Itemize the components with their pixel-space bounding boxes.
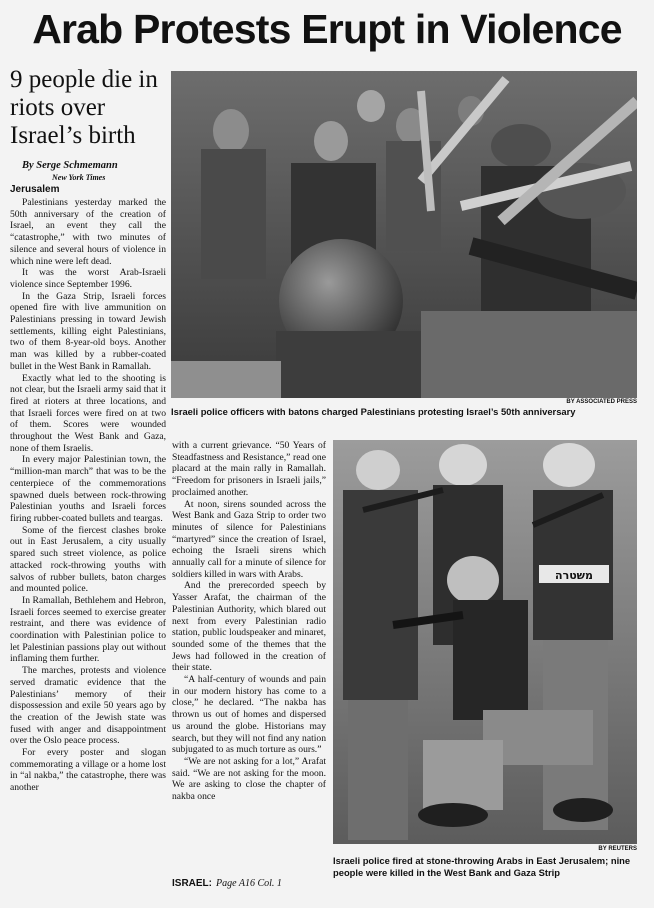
photo-caption: Israeli police officers with batons charged Palestinians protesting Israel’s 50th anniversary xyxy=(171,406,576,417)
photo-credit: BY ASSOCIATED PRESS xyxy=(566,399,637,405)
paragraph: with a current grievance. “50 Years of Steadfastness and Resistance,” read one placard at the main rally in Ramallah. “Freedom for prisoners in Israeli jails,” proclaimed another. xyxy=(172,440,326,498)
police-photo xyxy=(333,440,637,844)
subhead: 9 people die in riots over Israel’s birth xyxy=(10,66,158,149)
paragraph: “A half-century of wounds and pain in our modern history has come to a close,” he declared. “The nakba has thrown us out of homes and dispersed us around the globe. Historians may search, but they will not find any nation subjugated to as much torture as ours.” xyxy=(172,674,326,756)
continuation-page: Page A16 Col. 1 xyxy=(216,878,282,889)
byline: By Serge Schmemann xyxy=(22,160,118,171)
paragraph: Exactly what led to the shooting is not clear, but the Israeli army said that it fired at rioters at three locations, and that Israeli forces were fired on at two of them. Scores were wounded throughout the West Bank and Gaza, none of them Israelis. xyxy=(10,372,166,454)
byline-organization: New York Times xyxy=(52,173,106,182)
paragraph: It was the worst Arab-Israeli violence since September 1996. xyxy=(10,267,166,290)
article-column-2 xyxy=(172,440,326,880)
paragraph: “We are not asking for a lot,” Arafat said. “We are not asking for the moon. We are asking to close the chapter of nakba once xyxy=(172,755,326,803)
vest-lettering: משטרה xyxy=(555,569,593,582)
paragraph: At noon, sirens sounded across the West Bank and Gaza Strip to order two minutes of silence for Palestinians “martyred” since the creation of Israel, echoing the Israeli sirens which annually call for a minute of silence for soldiers killed in wars with Arabs. xyxy=(172,498,326,580)
headline: Arab Protests Erupt in Violence xyxy=(32,6,622,52)
article-column-1 xyxy=(10,197,166,897)
paragraph: In the Gaza Strip, Israeli forces opened fire with live ammunition on Palestinians pressing in toward Jewish settlements, killing eight Palestinians, two of them 8-year-old boys. Another man was killed by a rubber-coated bullet in the West Bank in Ramallah. xyxy=(10,290,166,372)
photo-caption: Israeli police fired at stone-throwing Arabs in East Jerusalem; nine people were killed in the West Bank and Gaza Strip xyxy=(333,855,631,878)
paragraph: And the prerecorded speech by Yasser Arafat, the chairman of the Palestinian Authority, which blared out next from every Palestinian radio station, public loudspeaker and minaret, sounded some of the themes that the Jews had followed in the creation of their state. xyxy=(172,580,326,674)
paragraph: The marches, protests and violence served dramatic evidence that the Palestinians’ memory of their dispossession and exile 50 years ago by the creation of the Jewish state was fused with anger and disappointment over the Oslo peace process. xyxy=(10,665,166,747)
paragraph: In Ramallah, Bethlehem and Hebron, Israeli forces seemed to exercise greater restraint, and there was evidence of coordination with Palestinian police to let Palestinian passions play out without inflaming them further. xyxy=(10,594,166,665)
paragraph: Palestinians yesterday marked the 50th anniversary of the creation of Israel, an event they call the “catastrophe,” with two minutes of silence and several hours of violence in which nine were left dead. xyxy=(10,197,166,267)
dateline: Jerusalem xyxy=(10,184,60,195)
paragraph: Some of the fiercest clashes broke out in East Jerusalem, a city usually spared such street violence, as police attacked rock-throwing youths with salvos of rubber bullets, baton charges and mounted police. xyxy=(10,524,166,595)
protest-photo xyxy=(171,71,637,398)
paragraph: In every major Palestinian town, the “million-man march” that was to be the centerpiece of the commemorations spawned duels between rock-throwing Palestinian youths and Israeli forces firing rubber-coated bullets and teargas. xyxy=(10,454,166,524)
continuation-label: ISRAEL: xyxy=(172,878,212,889)
continuation-line xyxy=(172,878,282,889)
paragraph: For every poster and slogan commemorating a village or a home lost in “al nakba,” the catastrophe, there was another xyxy=(10,747,166,794)
photo-credit: BY REUTERS xyxy=(598,846,637,852)
